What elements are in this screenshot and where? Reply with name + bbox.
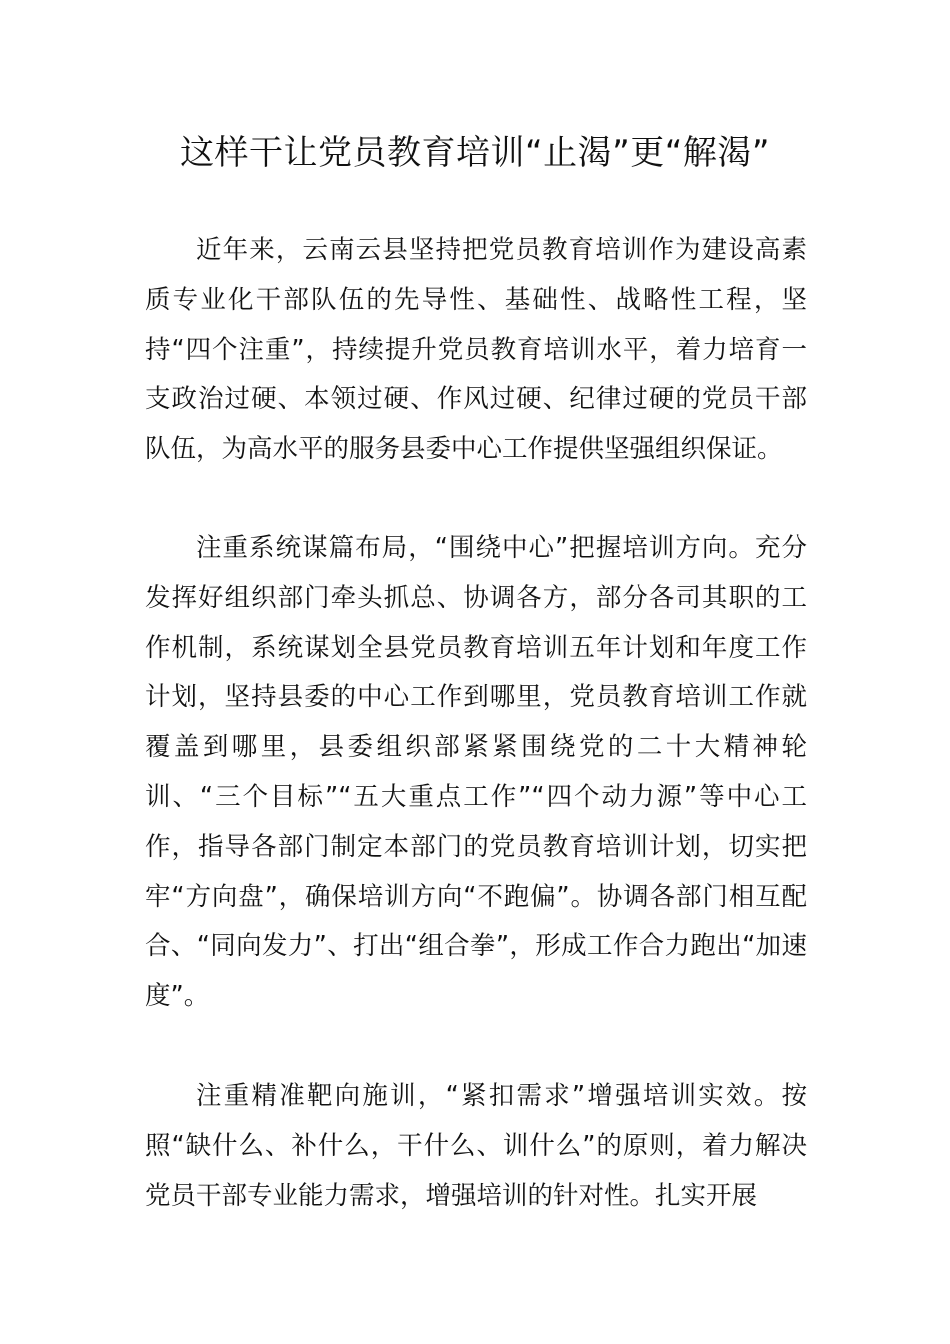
paragraph-2: 注重系统谋篇布局，“围绕中心”把握培训方向。充分发挥好组织部门牵头抓总、协调各方，部分各司其职的工作机制，系统谋划全县党员教育培训五年计划和年度工作计划，坚持县委的中心工作到哪里，党员教育培训工作就覆盖到哪里，县委组织部紧紧围绕党的二十大精神轮训、“三个目标”“五大重点工作”“四个动力源”等中心工作，指导各部门制定本部门的党员教育培训计划，切实把牢“方向盘”，确保培训方向“不跑偏”。协调各部门相互配合、“同向发力”、打出“组合拳”，形成工作合力跑出“加速度”。: [145, 533, 807, 1012]
paragraph-1: 近年来，云南云县坚持把党员教育培训作为建设高素质专业化干部队伍的先导性、基础性、战略性工程，坚持“四个注重”，持续提升党员教育培训水平，着力培育一支政治过硬、本领过硬、作风过硬、纪律过硬的党员干部队伍，为高水平的服务县委中心工作提供坚强组织保证。: [145, 235, 807, 465]
document-title: 这样干让党员教育培训“止渴”更“解渴”: [180, 133, 770, 173]
paragraph-3: 注重精准靶向施训，“紧扣需求”增强培训实效。按照“缺什么、补什么，干什么、训什么”的原则，着力解决党员干部专业能力需求，增强培训的针对性。扎实开展: [145, 1081, 807, 1211]
